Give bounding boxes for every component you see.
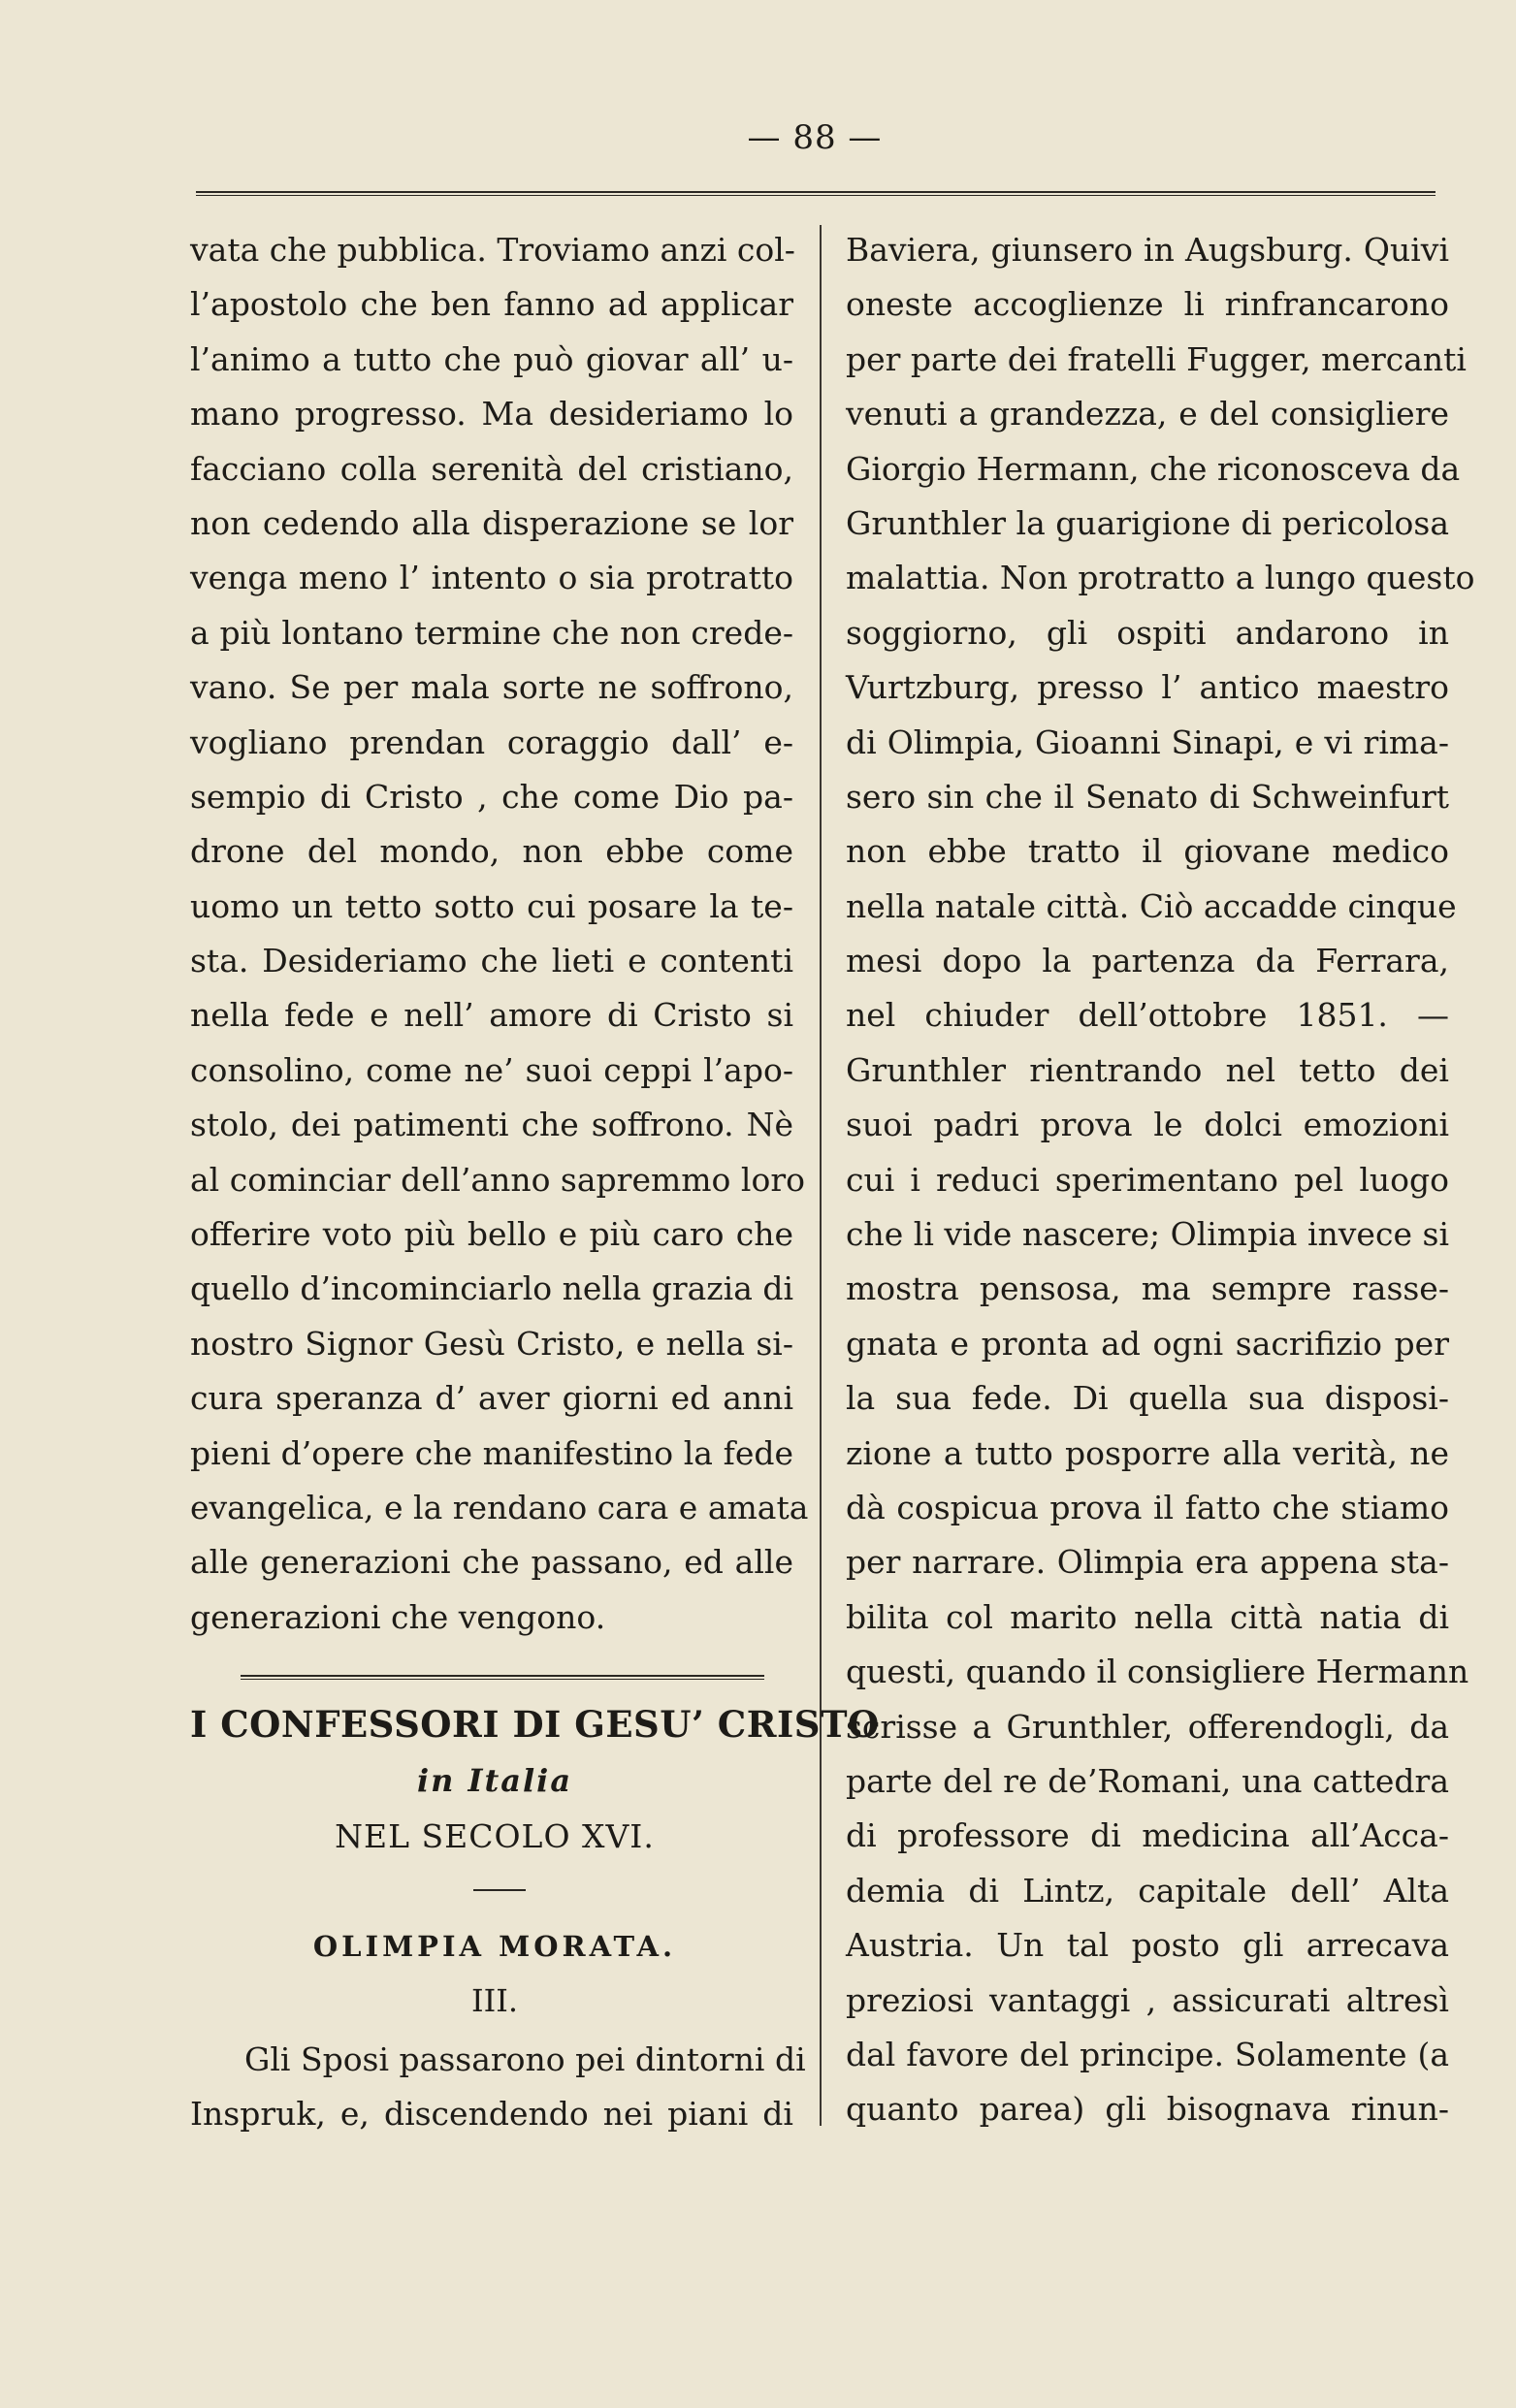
section-century: NEL SECOLO XVI.	[335, 1817, 655, 1855]
text-line: scrisse a Grunthler, offerendogli, da	[846, 1707, 1449, 1746]
text-line: alle generazioni che passano, ed alle	[190, 1543, 793, 1582]
text-line: oneste accoglienze li rinfrancarono	[846, 285, 1449, 324]
text-line: di Olimpia, Gioanni Sinapi, e vi rima-	[846, 722, 1449, 761]
text-line: soggiorno, gli ospiti andarono in	[846, 613, 1449, 652]
text-line: l’apostolo che ben fanno ad applicar	[190, 285, 793, 324]
text-line: di professore di medicina all’Acca-	[846, 1816, 1449, 1855]
text-line: la sua fede. Di quella sua disposi-	[846, 1379, 1449, 1418]
text-line: mano progresso. Ma desideriamo lo	[190, 395, 793, 433]
text-line: a più lontano termine che non crede-	[190, 613, 793, 652]
section-subtitle: in Italia	[416, 1762, 573, 1799]
text-line: venuti a grandezza, e del consigliere	[846, 395, 1449, 433]
text-line: vata che pubblica. Troviamo anzi col-	[190, 231, 795, 269]
text-line: non ebbe tratto il giovane medico	[846, 832, 1449, 871]
text-line: Grunthler la guarigione di pericolosa	[846, 503, 1449, 542]
text-line: nostro Signor Gesù Cristo, e nella si-	[190, 1324, 793, 1363]
right-column	[846, 223, 1475, 2137]
chapter-name: OLIMPIA MORATA.	[312, 1930, 677, 1963]
text-line: generazioni che vengono.	[190, 1597, 606, 1636]
text-line: zione a tutto posporre alla verità, ne	[846, 1433, 1449, 1472]
text-line: vano. Se per mala sorte ne soffrono,	[190, 668, 793, 707]
text-line: evangelica, e la rendano cara e amata	[190, 1488, 809, 1526]
text-line: facciano colla serenità del cristiano,	[190, 449, 793, 488]
section-rule	[241, 1675, 764, 1680]
text-line: per narrare. Olimpia era appena sta-	[846, 1543, 1449, 1582]
short-rule	[473, 1889, 526, 1891]
left-column-continuation	[190, 2033, 806, 2142]
text-line: non cedendo alla disperazione se lor	[190, 503, 793, 542]
text-line: stolo, dei patimenti che soffrono. Nè	[190, 1106, 793, 1144]
text-line: drone del mondo, non ebbe come	[190, 832, 793, 871]
text-line: Giorgio Hermann, che riconosceva da	[846, 449, 1461, 488]
text-line: nella natale città. Ciò accadde cinque	[846, 886, 1457, 925]
text-line: vogliano prendan coraggio dall’ e-	[190, 722, 793, 761]
text-line: Austria. Un tal posto gli arrecava	[846, 1926, 1449, 1965]
column-divider	[820, 225, 822, 2126]
text-line: al cominciar dell’anno sapremmo loro	[190, 1160, 805, 1199]
text-line: Baviera, giunsero in Augsburg. Quivi	[846, 231, 1449, 269]
header-rule	[196, 191, 1435, 196]
text-line: quello d’incominciarlo nella grazia di	[190, 1269, 794, 1308]
left-column	[190, 223, 809, 1645]
text-line: sempio di Cristo , che come Dio pa-	[190, 777, 793, 816]
page-number: — 88 —	[747, 118, 883, 157]
text-line: quanto parea) gli bisognava rinun-	[846, 2090, 1449, 2129]
text-line: sta. Desideriamo che lieti e contenti	[190, 942, 793, 980]
text-line: l’animo a tutto che può giovar all’ u-	[190, 339, 793, 378]
text-line: malattia. Non protratto a lungo questo	[846, 559, 1475, 597]
text-line: parte del re de’Romani, una cattedra	[846, 1761, 1449, 1800]
text-line: venga meno l’ intento o sia protratto	[190, 559, 793, 597]
text-line: mesi dopo la partenza da Ferrara,	[846, 942, 1449, 980]
text-line: sero sin che il Senato di Schweinfurt	[846, 777, 1449, 816]
text-line: dà cospicua prova il fatto che stiamo	[846, 1488, 1449, 1526]
text-line: demia di Lintz, capitale dell’ Alta	[846, 1871, 1449, 1910]
text-line: Inspruk, e, discendendo nei piani di	[190, 2095, 793, 2134]
text-line: gnata e pronta ad ogni sacrifizio per	[846, 1324, 1449, 1363]
text-line: Grunthler rientrando nel tetto dei	[846, 1050, 1449, 1089]
text-line: dal favore del principe. Solamente (a	[846, 2035, 1449, 2073]
text-line: preziosi vantaggi , assicurati altresì	[846, 1980, 1449, 2019]
text-line: cura speranza d’ aver giorni ed anni	[190, 1379, 793, 1418]
text-line: per parte dei fratelli Fugger, mercanti	[846, 339, 1467, 378]
text-line: questi, quando il consigliere Hermann	[846, 1653, 1469, 1691]
section-title: I CONFESSORI DI GESU’ CRISTO	[190, 1703, 880, 1746]
text-line: pieni d’opere che manifestino la fede	[190, 1433, 793, 1472]
text-line: Gli Sposi passarono pei dintorni di	[244, 2040, 806, 2078]
text-line: consolino, come ne’ suoi ceppi l’apo-	[190, 1050, 793, 1089]
text-line: cui i reduci sperimentano pel luogo	[846, 1160, 1449, 1199]
text-line: uomo un tetto sotto cui posare la te-	[190, 886, 793, 925]
text-line: suoi padri prova le dolci emozioni	[846, 1106, 1449, 1144]
text-line: bilita col marito nella città natia di	[846, 1597, 1449, 1636]
chapter-number: III.	[470, 1982, 519, 2019]
text-line: mostra pensosa, ma sempre rasse-	[846, 1269, 1449, 1308]
text-line: offerire voto più bello e più caro che	[190, 1215, 793, 1254]
text-line: Vurtzburg, presso l’ antico maestro	[846, 668, 1449, 707]
text-line: nella fede e nell’ amore di Cristo si	[190, 996, 793, 1035]
text-line: nel chiuder dell’ottobre 1851. —	[846, 996, 1449, 1035]
text-line: che li vide nascere; Olimpia invece si	[846, 1215, 1449, 1254]
